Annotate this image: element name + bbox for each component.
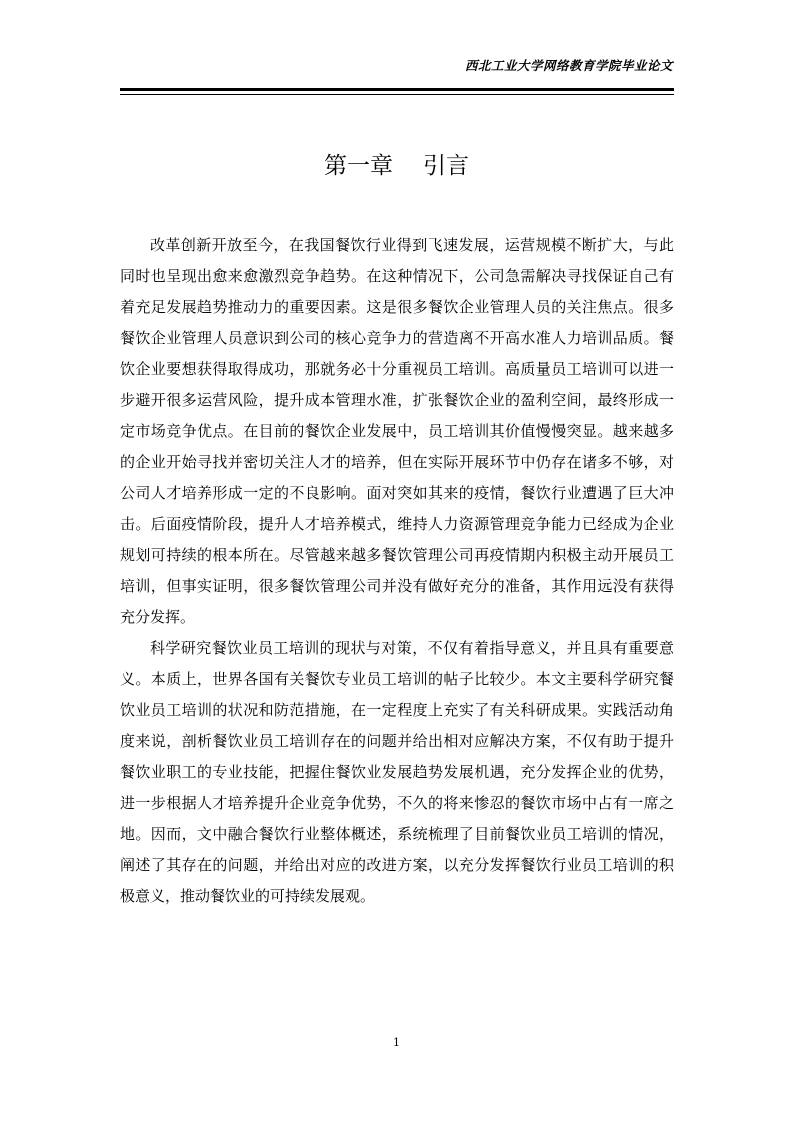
chapter-heading xyxy=(0,147,793,180)
header-rule-thick xyxy=(120,88,674,91)
header-rule-thin xyxy=(120,94,674,95)
paragraph-2: 科学研究餐饮业员工培训的现状与对策，不仅有着指导意义，并且具有重要意义。本质上，世界各国有关餐饮专业员工培训的帖子比较少。本文主要科学研究餐饮业员工培训的状况和防范措施，在一定程度上充实了有关科研成果。实践活动角度来说，剖析餐饮业员工培训存在的问题并给出相对应解决方案，不仅有助于提升餐饮业职工的专业技能，把握住餐饮业发展趋势发展机遇，充分发挥企业的优势，进一步根据人才培养提升企业竞争优势，不久的将来惨忍的餐饮市场中占有一席之地。因而，文中融合餐饮行业整体概述，系统梳理了目前餐饮业员工培训的情况，阐述了其存在的问题，并给出对应的改进方案，以充分发挥餐饮行业员工培训的积极意义，推动餐饮业的可持续发展观。 xyxy=(120,639,674,905)
chapter-body xyxy=(120,230,674,912)
chapter-number: 第一章 xyxy=(324,153,393,179)
chapter-title: 引言 xyxy=(423,153,469,179)
page-number: 1 xyxy=(393,1036,400,1049)
running-header: 西北工业大学网络教育学院毕业论文 xyxy=(464,58,673,73)
paragraph-1: 改革创新开放至今，在我国餐饮行业得到飞速发展，运营规模不断扩大，与此同时也呈现出愈来愈激烈竞争趋势。在这种情况下，公司急需解决寻找保证自己有着充足发展趋势推动力的重要因素。这是很多餐饮企业管理人员的关注焦点。很多餐饮企业管理人员意识到公司的核心竞争力的营造离不开高水准人力培训品质。餐饮企业要想获得取得成功，那就务必十分重视员工培训。高质量员工培训可以进一步避开很多运营风险，提升成本管理水准，扩张餐饮企业的盈利空间，最终形成一定市场竞争优点。在目前的餐饮企业发展中，员工培训其价值慢慢突显。越来越多的企业开始寻找并密切关注人才的培养，但在实际开展环节中仍存在诸多不够，对公司人才培养形成一定的不良影响。面对突如其来的疫情，餐饮行业遭遇了巨大冲击。后面疫情阶段，提升人才培养模式，维持人力资源管理竞争能力已经成为企业规划可持续的根本所在。尽管越来越多餐饮管理公司再疫情期内积极主动开展员工培训，但事实证明，很多餐饮管理公司并没有做好充分的准备，其作用远没有获得充分发挥。 xyxy=(120,236,674,626)
